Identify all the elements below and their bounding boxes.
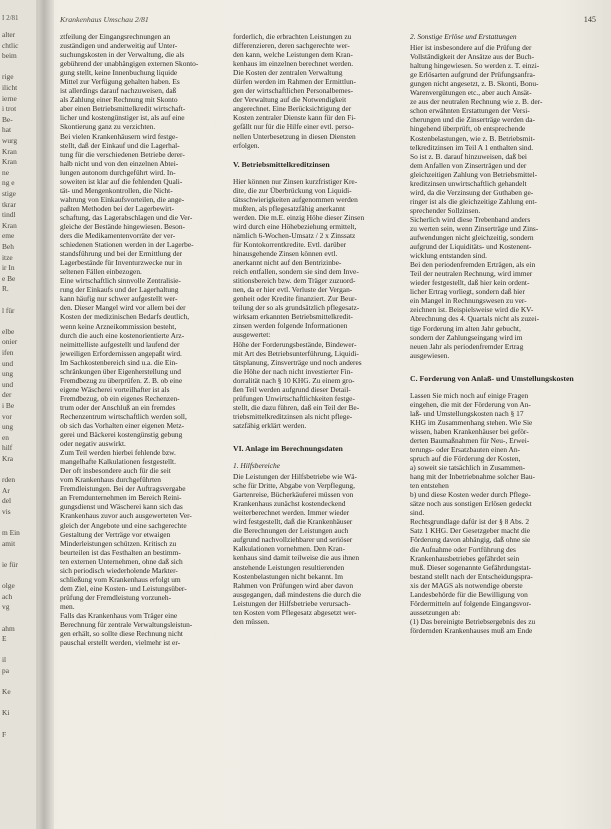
previous-page-edge — [0, 0, 38, 829]
text-line: prüfungen Unwirtschaftlichkeiten festge- — [233, 393, 355, 403]
text-line: den müssen. — [233, 616, 270, 626]
text-line: zinsen werden folgende Informationen — [233, 321, 348, 331]
previous-page-line: ng e — [2, 178, 15, 188]
previous-page-line: Kran — [2, 220, 17, 230]
text-line: men. — [60, 601, 75, 611]
text-line: an Fremdunternehmen im Bereich Reini- — [60, 493, 182, 503]
previous-page-line: rige — [2, 72, 14, 82]
previous-page-line: eme — [2, 231, 15, 241]
previous-page-line: rden — [2, 475, 16, 485]
text-line: Gestaltung der Verträge vor etwaigen — [60, 529, 171, 539]
text-line: stellt, daß der Einkauf und die Lagerhal- — [60, 140, 180, 150]
text-line: mangelhafte Kalkulationen festgestellt. — [60, 457, 176, 467]
previous-page-line: beim — [2, 51, 17, 61]
previous-page-line: stige — [2, 189, 16, 198]
text-line: Kalkulationen vornehmen. Den Kran- — [233, 544, 346, 554]
text-line: ob sich das Vorhalten einer eigenen Metz- — [60, 421, 185, 431]
text-line: schließung vom Krankenhaus erfolgt um — [60, 574, 181, 584]
previous-page-line: ahm — [2, 623, 15, 633]
text-line: Fremdleistungen. Bei der Auftragsvergabe — [60, 484, 186, 494]
text-line: sprechender Sollzinsen. — [410, 205, 481, 215]
text-line: fördernden Krankenhauses muß am Ende — [410, 625, 533, 635]
text-line: aber einen Betriebsmittelkredit wirtschaft- — [60, 104, 186, 114]
text-line: sondern der Zahlungseingang wird im — [410, 332, 523, 342]
text-line: gerei und Bäckerei kostengünstig gebung — [60, 430, 183, 440]
text-line: paßten Methoden bei der Lagerbewirt- — [60, 203, 175, 213]
previous-page-line: ach — [2, 591, 13, 601]
text-line: wenn keine Arzneikommission besteht, — [60, 321, 177, 331]
text-line: den kann, welche Leistungen dem Kran- — [233, 50, 353, 60]
text-line: Falls das Krankenhaus vom Träger eine — [60, 611, 178, 620]
text-line: wicklung entstanden sind. — [410, 251, 487, 261]
text-line: Hier ist insbesondere auf die Prüfung der — [410, 43, 532, 53]
text-line: gleichzeitigen Zahlung von Betriebsmittel- — [410, 169, 538, 179]
text-line: derten Baumaßnahmen für Neu-, Erwei- — [410, 435, 530, 445]
text-line: ten externen Unternehmen, ohne daß sich — [60, 556, 183, 566]
previous-page-line: hat — [2, 125, 12, 135]
text-line: triebsmittelkreditzinsen als nicht pflege- — [233, 411, 353, 421]
text-line: Mittel zur Verfügung gehalten haben. Es — [60, 77, 180, 87]
previous-page-line: ifen — [2, 348, 14, 357]
text-line: die Aufnahme oder Fortführung des — [410, 544, 516, 554]
text-line: tätsplanung, Zinsverträge und noch anderes — [233, 357, 362, 367]
text-line: b) und diese Kosten weder durch Pflege- — [410, 490, 531, 500]
text-line: die Höhe der nach nicht investierter Fin- — [233, 366, 353, 376]
text-line: Satz 1 KHG. Der Gesetzgeber macht die — [410, 526, 531, 536]
previous-page-line: ne — [2, 167, 9, 177]
text-line: dorralität nach § 10 KHG. Zu einem gro- — [233, 375, 355, 385]
text-line: der Verwaltung auf die Notwendigkeit — [233, 95, 347, 105]
text-line: ztfeilung der Eingangsrechnungen an — [60, 32, 171, 41]
text-line: schon erwähnten Erstattungen der Versi- — [410, 106, 530, 116]
previous-page-line: en — [2, 432, 9, 442]
text-line: sich periodisch wiederholende Markter- — [60, 565, 178, 575]
previous-page-line: l für — [2, 305, 15, 315]
previous-page-line: e Be — [2, 273, 16, 283]
text-line: Skontierung ganz zu verzichten. — [60, 122, 156, 132]
text-line: Berechnung für zentrale Verwaltungsleistun- — [60, 620, 193, 630]
previous-page-line: del — [2, 496, 12, 506]
text-line: dem Anfallen von Zinserträgen und der — [410, 160, 527, 170]
text-line: Vollständigkeit der Ansätze aus der Buch- — [410, 52, 535, 62]
text-line: Sicherlich wird diese Trebenband anders — [410, 214, 531, 224]
text-line: neuen Jahr als periodenfremder Ertrag — [410, 341, 524, 351]
previous-page-line: onier — [2, 337, 18, 347]
text-line: sche für Dritte, Abgabe von Verpflegung, — [233, 481, 355, 491]
previous-page-line: ir In — [2, 263, 15, 273]
text-line: Lassen Sie mich noch auf einige Fragen — [410, 390, 529, 400]
text-line: satzfähig erklärt werden. — [233, 420, 307, 430]
text-line: Der oft insbesondere auch für die seit — [60, 466, 171, 476]
text-line: ist allerdings darauf nachzuweisen, daß — [60, 86, 177, 96]
text-line: erfolgen. — [233, 140, 260, 150]
text-line: vom Krankenhaus durchgeführten — [60, 475, 161, 485]
subheading-sonstige-erloese: 2. Sonstige Erlöse und Erstattungen — [410, 32, 517, 41]
text-line: beurteilen ist das Festhalten an bestimm- — [60, 547, 181, 557]
text-line: Bei den periodenfremden Erträgen, als ein — [410, 260, 536, 270]
previous-page-line: Kran — [2, 157, 17, 167]
text-line: mußten, als pflegesatzfähig anerkannt — [233, 203, 346, 213]
previous-page-line: ierne — [2, 93, 17, 103]
text-line: soweiten ist klar auf die fehlenden Quali- — [60, 176, 183, 186]
text-line: telkreditzinsen im Teil A 1 enthalten sind. — [410, 142, 534, 152]
text-line: Förderung davon abhängig, daß ohne sie — [410, 535, 531, 545]
text-line: aufgrund nachvollziehbarer und seriöser — [233, 535, 353, 545]
section-heading-anlage: VI. Anlage im Berechnungsdaten — [233, 443, 343, 453]
previous-page-line: m Ein — [2, 528, 20, 538]
text-line: ge Erlösarten aufgrund der Prüfungsanfra- — [410, 70, 536, 80]
text-line: wahrung von Einkaufsvorteilen, die ange- — [60, 194, 185, 204]
text-line: angerechnet. Eine Berücksichtigung der — [233, 104, 352, 114]
previous-page-line: Kran — [2, 146, 17, 156]
text-line: bestand stellt nach der Entscheidungspra- — [410, 571, 533, 581]
text-line: hinausgehende Zinsen können evtl. — [233, 249, 338, 259]
text-line: schiedenen Stationen werden in der Lagerbe- — [60, 240, 194, 250]
text-line: ausgewertet: — [233, 330, 271, 340]
previous-page-line: hilf — [2, 443, 13, 453]
previous-page-line: vg — [2, 602, 10, 612]
text-line: KHG im Zusammenhang stehen. Wie Sie — [410, 417, 533, 427]
text-line: Abrechnung des 4. Quartals nicht als zuzei- — [410, 314, 540, 324]
previous-page-line: Beh — [2, 242, 14, 251]
text-line: genheit oder Kredite finanziert. Zur Beur- — [233, 294, 357, 304]
text-line: zuständigen und anderweitig auf Unter- — [60, 41, 178, 51]
text-line: sind. — [410, 508, 425, 518]
text-line: werden. Die m.E. einzig Höhe dieser Zinsen — [233, 212, 365, 222]
text-line: licher und kostengünstiger ist, als auf eine — [60, 113, 185, 123]
text-line: laß- und Umstellungskosten nach § 17 — [410, 408, 524, 418]
text-line: stitionsbereich bzw. dem Träger zuzuord- — [233, 276, 356, 286]
text-line: ze aus der neutralen Rechnung wie z. B. der- — [410, 97, 543, 107]
text-line: gen erhält, so sollte diese Rechnung nicht — [60, 629, 183, 639]
previous-page-line: der — [2, 390, 12, 400]
text-line: hingehend überprüft, ob entsprechende — [410, 124, 526, 134]
previous-page-line: ie für — [2, 560, 18, 569]
column-1-body — [60, 32, 228, 647]
text-line: wissen, haben Krankenhäuser bei geför- — [410, 426, 529, 436]
text-line: trum oder der Anschluß an ein fremdes — [60, 402, 176, 412]
previous-page-line: vis — [2, 507, 11, 516]
text-line: schränkungen über Eigenherstellung und — [60, 366, 181, 376]
previous-page-line: vor — [2, 411, 12, 421]
journal-title: Krankenhaus Umschau 2/81 — [60, 15, 149, 24]
text-line: ausgegangen, daß mindestens die durch die — [233, 589, 362, 599]
text-line: Kostenbelastungen nicht bekannt. Im — [233, 571, 344, 581]
previous-page-line: i Be — [2, 401, 15, 410]
previous-page-line: alter — [2, 30, 16, 39]
previous-page-line: itze — [2, 252, 13, 262]
text-line: dem Ziel, eine Kosten- und Leistungsüber- — [60, 583, 187, 593]
text-line: schaftung, das Lagerabschlagen und die Ver- — [60, 212, 193, 222]
text-line: seltenen Fällen einbezogen. — [60, 267, 142, 277]
text-line: Im Sachkostenbereich sind u.a. die Ein- — [60, 357, 178, 367]
previous-page-line: pa — [2, 666, 9, 675]
text-column-3 — [410, 32, 596, 635]
text-line: kenhaus im einzelnen berechnet werden. — [233, 59, 354, 69]
text-line: kenhaus sind damit teilweise die aus ihnen — [233, 553, 360, 563]
text-line: weiterberechnet werden. Immer wieder — [233, 508, 350, 518]
text-line: standsführung und bei der Ermittlung der — [60, 249, 183, 259]
text-line: Die Kosten der zentralen Verwaltung — [233, 68, 343, 78]
previous-page-line: E — [2, 634, 7, 644]
text-line: oder negativ auswirkt. — [60, 439, 126, 449]
text-line: gen der wirtschaftlichen Personalbemes- — [233, 86, 354, 96]
text-line: tung für die verschiedenen Betriebe derer- — [60, 149, 185, 159]
previous-page-line: R. — [2, 284, 9, 294]
text-line: hang mit der Inbetriebnahme solcher Bau- — [410, 472, 535, 482]
text-line: wird, da die Verzinsung der Guthaben ge- — [410, 187, 534, 197]
text-line: wirksam erkannten Betriebsmittelkredit- — [233, 312, 353, 322]
text-line: sätze noch aus sonstigen Erlösen gedeckt — [410, 499, 532, 509]
text-line: Die Leistungen der Hilfsbetriebe wie Wä- — [233, 472, 358, 482]
text-line: Fremdbezug, ob ein eigenes Rechenzen- — [60, 393, 180, 403]
text-line: Krankenhaus zunächst kostendeckend — [233, 499, 346, 509]
previous-page-line: F — [2, 729, 7, 739]
text-line: jeweiligen Erfordernissen angepaßt wird. — [60, 348, 182, 358]
text-line: zeichnen ist. Beispielsweise wird die KV- — [410, 305, 534, 315]
text-line: eigene Wäscherei vorteilhafter ist als — [60, 384, 170, 394]
text-line: reich entfallen, sondern sie sind dem Inve- — [233, 267, 359, 277]
text-line: nen, da er hier evtl. Verluste der Vergan- — [233, 285, 353, 295]
text-line: wieder festgestellt, daß hier kein ordent- — [410, 278, 530, 288]
text-line: Rechenzentrum wirtschaftlich werden soll, — [60, 411, 187, 421]
text-line: pauschal erstellt werden, vielmehr ist er- — [60, 638, 181, 648]
text-line: teilung der so als grundsätzlich pflegesatz- — [233, 303, 360, 313]
page-number: 145 — [583, 15, 596, 24]
text-line: aufgrund der Liquiditäts- und Kostenent- — [410, 242, 532, 252]
text-line: gefällt nur für die Hilfe einer evtl. perso- — [233, 122, 354, 132]
text-line: gung stellt, keine Innenbuchung liquide — [60, 68, 178, 78]
text-line: Krankenhaus zuvor auch ausgewerteten Ver- — [60, 511, 192, 521]
text-line: Teil der neutralen Rechnung, wird immer — [410, 269, 533, 279]
previous-page-line: Ke — [2, 687, 11, 697]
previous-page-line: il — [2, 655, 7, 665]
text-column-2 — [233, 32, 405, 626]
text-line: Höhe der Forderungsbestände, Bindewer- — [233, 339, 357, 349]
previous-page-line: amit — [2, 538, 16, 548]
text-line: gebührend der unabhängigen externen Skonto- — [60, 59, 199, 69]
text-line: prüfung der Fremdleistung vorzuneh- — [60, 592, 172, 602]
text-line: Fremdbezug zu überprüfen. Z. B. ob eine — [60, 375, 183, 385]
text-line: tige Forderung im alten Jahr gebucht, — [410, 323, 521, 333]
text-line: a) soweit sie tatsächlich in Zusammen- — [410, 463, 526, 473]
text-line: nellen Unterbesetzung in diesen Diensten — [233, 131, 356, 141]
text-line: Minderleistungen schützen. Kritisch zu — [60, 538, 177, 548]
previous-page-line: und — [2, 379, 14, 389]
text-line: ausgewiesen. — [410, 350, 450, 360]
text-line: xis der MAGS als notwendige oberste — [410, 580, 523, 590]
text-line: Krankenhausbetriebes gefährdet sein — [410, 553, 520, 563]
text-line: Hier können nur Zinsen kurzfristiger Kre- — [233, 176, 358, 186]
column-2-section-v — [233, 177, 405, 430]
subheading-hilfsbereiche: 1. Hilfsbereiche — [233, 461, 280, 471]
previous-page-header: I 2/81 — [2, 14, 19, 22]
text-line: ßen Teil werden aufgrund dieser Detail- — [233, 384, 351, 394]
text-line: (1) Das bereinigte Betriebsergebnis des zu — [410, 616, 536, 626]
text-line: Kosten zentraler Dienste kann für den Fi- — [233, 113, 356, 123]
previous-page-line: Be- — [2, 114, 13, 124]
text-line: tätsschwierigkeiten aufgenommen werden — [233, 194, 358, 204]
text-line: forderlich, die erbrachten Leistungen zu — [233, 32, 352, 41]
column-3-erloese — [410, 43, 596, 360]
column-2-intro — [233, 32, 405, 150]
text-line: aufwendungen nicht gleichzeitig, sondern — [410, 233, 534, 243]
text-line: für Kontokorrentkredite. Evtl. darüber — [233, 239, 347, 249]
previous-page-line: und — [2, 358, 14, 368]
text-line: ten entstehen — [410, 481, 449, 491]
text-line: Kostenbelastungen, wie z. B. Betriebsmit- — [410, 133, 535, 143]
previous-page-line: Ki — [2, 708, 10, 718]
section-heading-forderung: C. Forderung von Anlaß- und Umstellungskosten — [410, 373, 574, 383]
text-line: nämlich 6-Wochen-Umsatz / 2 x Zinssatz — [233, 230, 356, 240]
text-line: ringer ist als die gleichzeitige Zahlung ent- — [410, 196, 537, 206]
text-line: den. Dieser Mangel wird vor allem bei der — [60, 303, 186, 313]
text-line: ein Mangel in Rechnungswesen zu ver- — [410, 296, 527, 306]
text-line: muß. Dieser sogenannte Gefährdungstat- — [410, 562, 532, 572]
text-line: Rechtsgrundlage dafür ist der § 8 Abs. 2 — [410, 517, 530, 527]
text-line: kreditzinsen unwirtschaftlich gehandelt — [410, 178, 527, 188]
text-line: terungs- oder Ersatzbauten einen An- — [410, 445, 520, 455]
column-3-forderung — [410, 391, 596, 635]
text-line: anstehende Leistungen resultierenden — [233, 562, 345, 572]
previous-page-line: Kra — [2, 454, 14, 463]
text-line: cherungen und die Zinserträge werden da- — [410, 115, 535, 125]
text-line: eingehen, die mit der Förderung von An- — [410, 399, 531, 409]
previous-page-line: Ar — [2, 485, 10, 495]
text-line: neimittelliste aufgestellt und laufend der — [60, 339, 180, 349]
text-line: die Berechnungen der Leistungen auch — [233, 526, 349, 536]
previous-page-line: ilicht — [2, 83, 18, 92]
text-line: Eine wirtschaftlich sinnvolle Zentralisie- — [60, 276, 181, 286]
previous-page-line: tindl — [2, 210, 16, 220]
text-line: als Zahlung einer Rechnung mit Skonto — [60, 95, 178, 105]
text-line: Landesbehörde für die Bewilligung von — [410, 589, 528, 599]
text-line: Gartenreise, Bücherkäuferei müssen von — [233, 490, 354, 500]
text-line: gungsdienst und Wäscherei kann sich das — [60, 502, 183, 512]
text-line: wird durch eine Höhebeziehung ermittelt, — [233, 221, 357, 231]
text-line: dürfen werden im Rahmen der Ermittlun- — [233, 77, 356, 87]
text-line: lungen autonom durchgeführt wird. In- — [60, 167, 176, 177]
text-line: anerkannt nicht auf den Bentrizinbe- — [233, 258, 342, 268]
text-line: Lagerbestände für Inventurzwecke nur in — [60, 258, 182, 268]
text-line: gungen nicht angesetzt, z. B. Skonti, Bonu- — [410, 79, 539, 89]
text-line: zu werten sein, wenn Zinserträge und Zins- — [410, 223, 539, 233]
text-line: aussetzungen ab: — [410, 607, 461, 617]
text-line: Leistungen der Hilfsbetriebe verursach- — [233, 598, 351, 608]
text-line: tät- und Mengenkontrollen, die Nicht- — [60, 185, 173, 195]
text-line: Zum Teil werden hierbei fehlende bzw. — [60, 448, 176, 458]
text-line: haltung hingewiesen. So werden z. T. einzi- — [410, 61, 540, 71]
previous-page-line: ung — [2, 422, 14, 432]
text-line: halb nicht und von den einzelnen Abtei- — [60, 158, 179, 168]
text-line: Fördermitteln auf folgende Eingangsvor- — [410, 598, 532, 608]
text-line: gleich der Angebote und eine sachgerechte — [60, 520, 187, 530]
text-column-1 — [60, 32, 228, 647]
previous-page-line: tkrar — [2, 199, 16, 209]
text-line: ten Kosten vom Pflegesatz abgesetzt wer- — [233, 607, 357, 617]
text-line: ders die Medikamentenvorräte der ver- — [60, 231, 176, 241]
running-header — [60, 15, 596, 27]
previous-page-line: elbe — [2, 326, 15, 336]
text-line: Kosten der medizinischen Bedarfs deutlich, — [60, 312, 190, 322]
text-line: licher Ertrag vorliegt, sondern daß hier — [410, 287, 525, 297]
previous-page-line: ung — [2, 369, 14, 379]
previous-page-line: chtlic — [2, 40, 19, 50]
text-line: spruch auf die Förderung der Kosten, — [410, 454, 521, 464]
section-heading-betriebsmittel: V. Betriebsmittelkreditzinsen — [233, 159, 330, 169]
previous-page-line: wurg — [2, 136, 18, 145]
text-line: gleiche der Bestände hingewiesen. Beson- — [60, 221, 185, 231]
text-line: stellt, die dazu führen, daß ein Teil der Be- — [233, 402, 360, 412]
previous-page-line: olge — [2, 581, 15, 591]
text-line: Rahmen von Prüfungen wird aber davon — [233, 580, 354, 590]
text-line: mit Art des Betriebsunterführung, Liquidi- — [233, 348, 359, 358]
text-line: Warenvergütungen etc., aber auch Ansät- — [410, 88, 532, 98]
text-line: rung der Einkaufs und der Lagerhaltung — [60, 285, 179, 295]
previous-page-line: i trot — [2, 104, 17, 114]
text-line: So ist z. B. darauf hinzuweisen, daß bei — [410, 151, 527, 161]
binding-gutter — [36, 0, 54, 829]
text-line: dite, die zur Überbrückung von Liquidi- — [233, 185, 352, 195]
text-line: kann häufig nur schwer aufgestellt wer- — [60, 294, 178, 304]
text-line: wird festgestellt, daß die Krankenhäuser — [233, 517, 353, 527]
text-line: differenzieren, deren sachgerechte wer- — [233, 41, 350, 51]
text-line: Bei vielen Krankenhäusern wird festge- — [60, 131, 178, 141]
text-line: durch die auch eine kostenorientierte Arz- — [60, 330, 185, 340]
text-line: suchungskosten in der Verwaltung, die als — [60, 50, 185, 60]
column-2-section-vi — [233, 472, 405, 626]
